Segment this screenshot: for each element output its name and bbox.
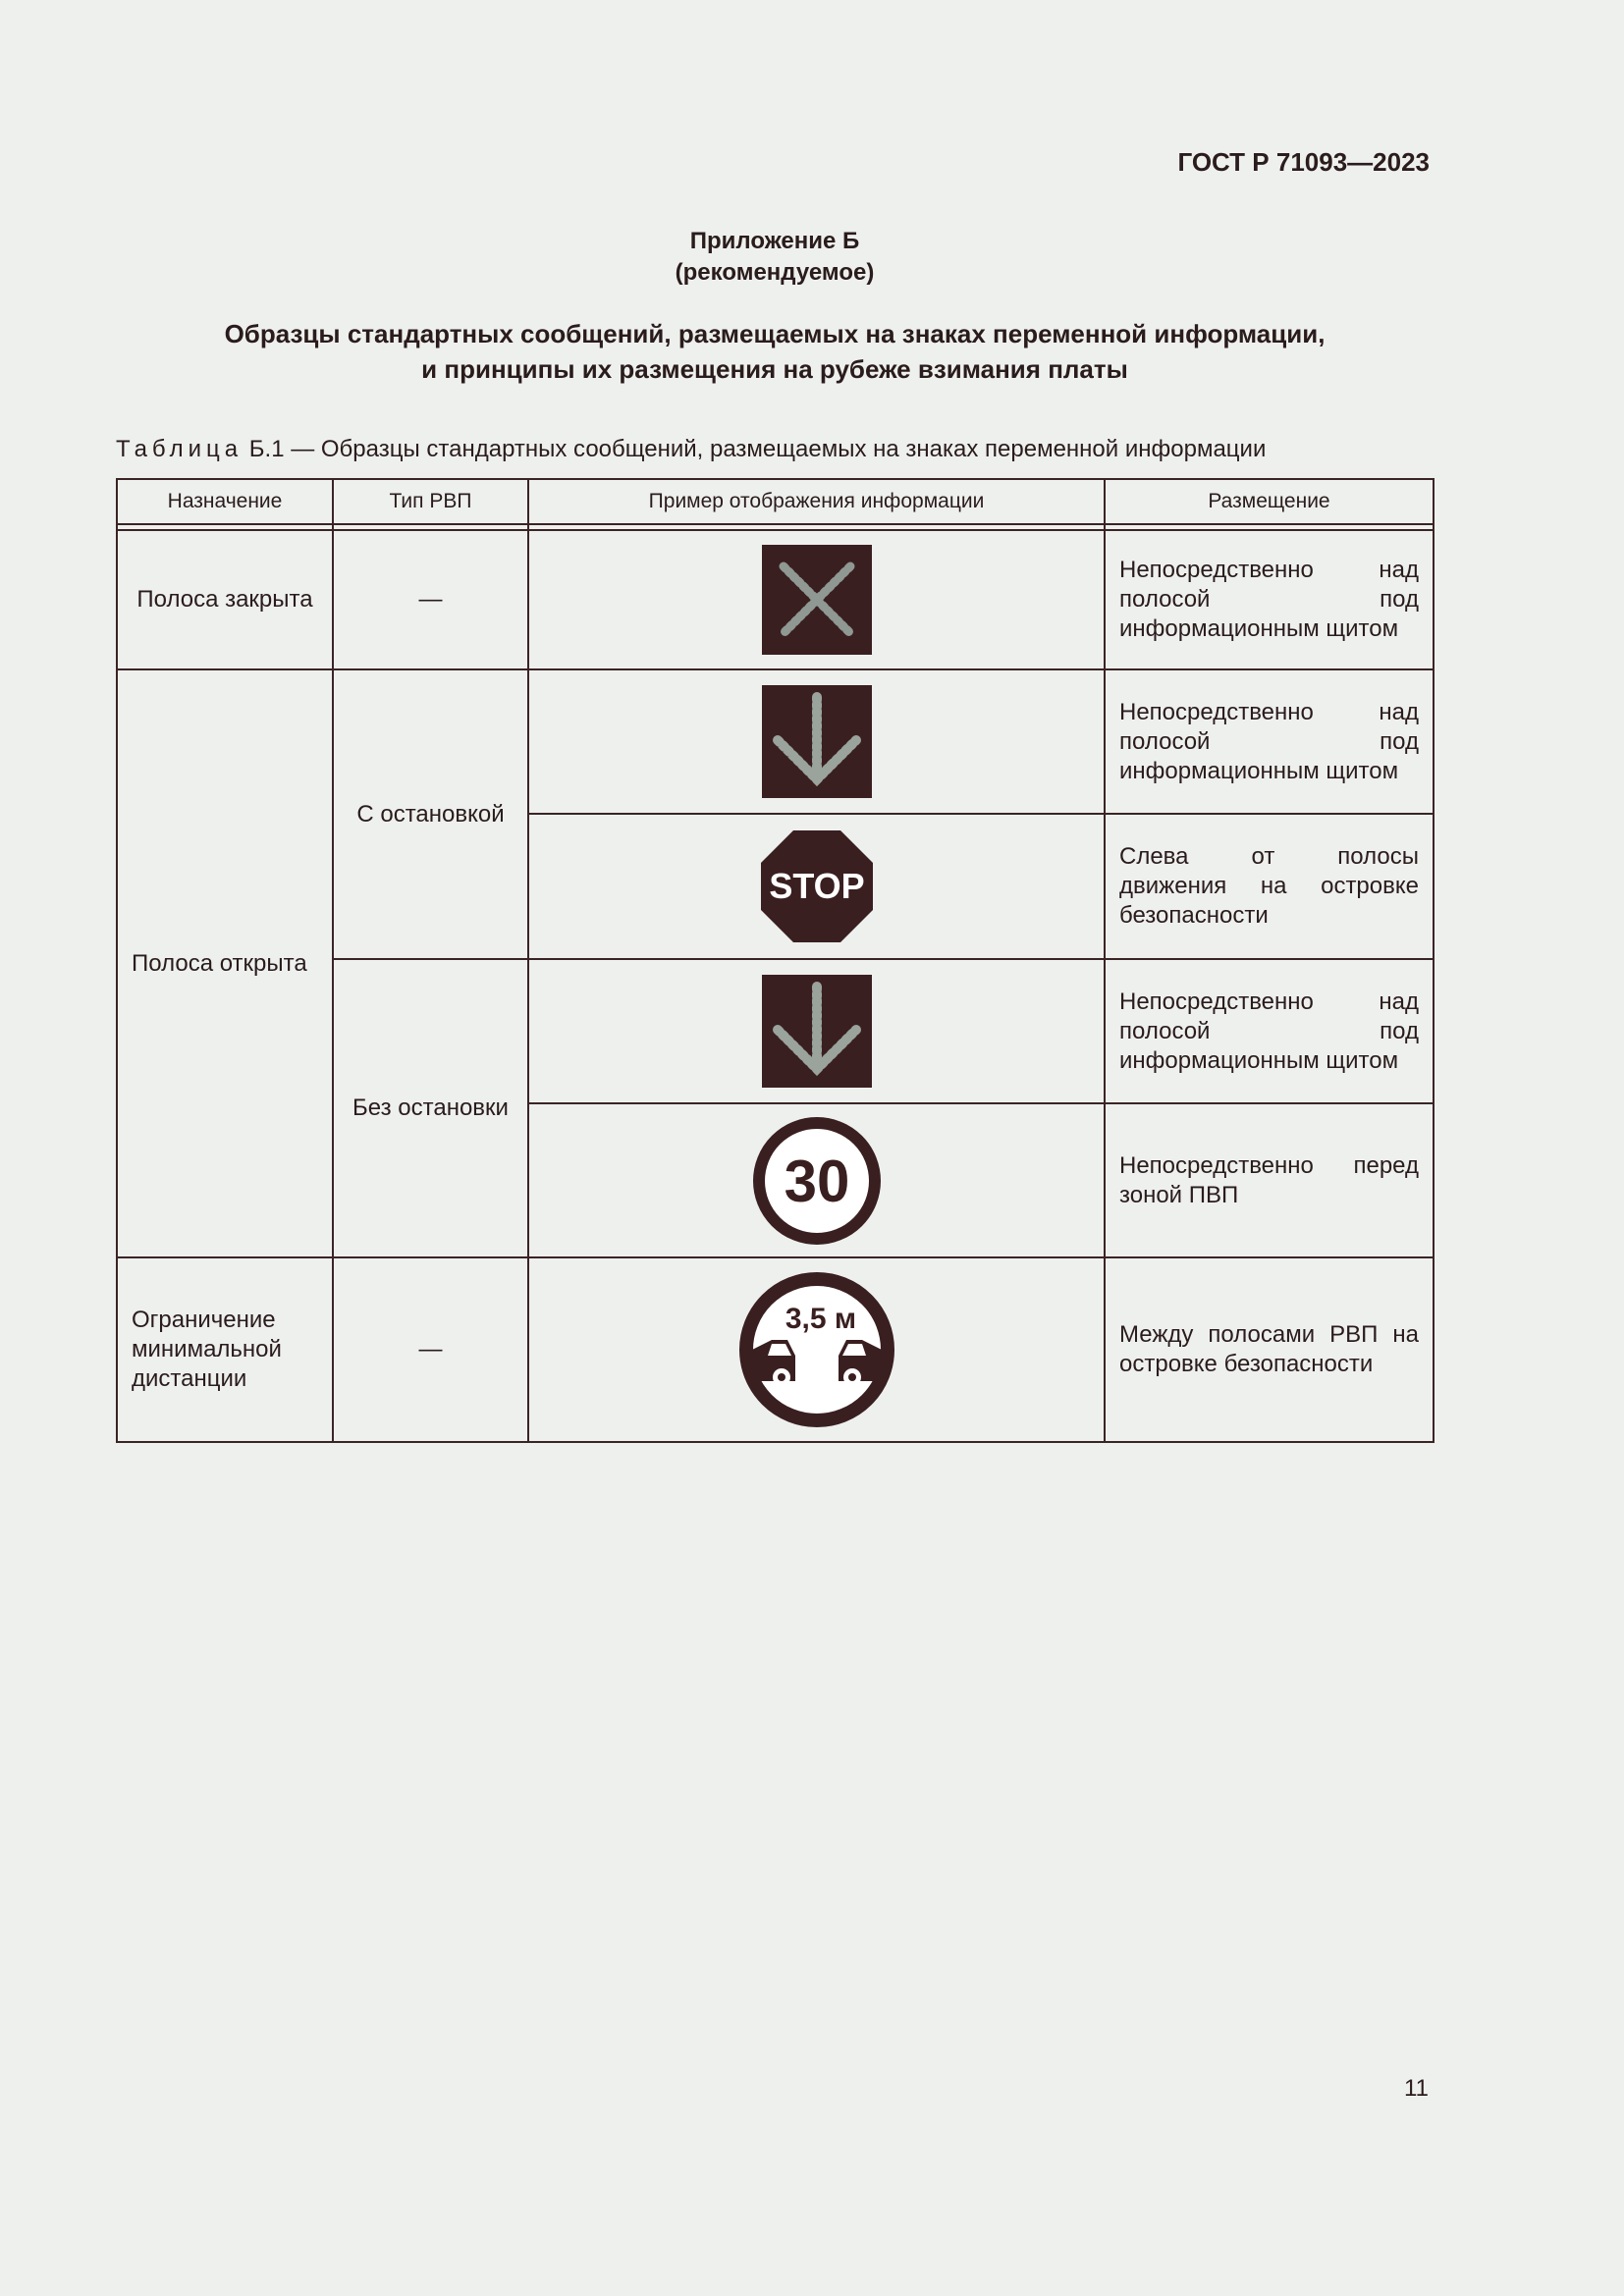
table-caption-text: Б.1 — Образцы стандартных сообщений, размещаемых на знаках переменной информации	[243, 436, 1267, 462]
cell-placement: Непосредственно над полосой под информационным щитом	[1105, 959, 1434, 1103]
cell-purpose: Полоса закрыта	[117, 530, 333, 669]
table-header-row	[117, 479, 1434, 524]
cell-type: —	[333, 1257, 528, 1442]
page-number: 11	[1404, 2075, 1429, 2102]
down-arrow-sign-icon	[762, 975, 872, 1088]
table-caption	[116, 436, 1266, 463]
cell-sign	[528, 1103, 1105, 1257]
signs-table	[116, 478, 1435, 1443]
stop-sign-text: STOP	[768, 866, 865, 906]
cell-type: С остановкой	[333, 669, 528, 959]
table-row	[117, 669, 1434, 814]
appendix-heading	[0, 226, 1549, 289]
lane-closed-x-sign-icon	[762, 545, 872, 655]
cell-placement: Непосредственно над полосой под информационным щитом	[1105, 530, 1434, 669]
cell-placement: Непосредственно перед зоной ПВП	[1105, 1103, 1434, 1257]
appendix-subtitle: (рекомендуемое)	[675, 259, 875, 286]
speed-limit-text: 30	[784, 1148, 849, 1214]
min-distance-sign-icon	[738, 1271, 895, 1428]
cell-sign	[528, 530, 1105, 669]
cell-purpose: Полоса открыта	[117, 669, 333, 1257]
cell-placement: Слева от полосы движения на островке безопасности	[1105, 814, 1434, 959]
cell-type: —	[333, 530, 528, 669]
cell-placement: Непосредственно над полосой под информационным щитом	[1105, 669, 1434, 814]
main-title-line-2: и принципы их размещения на рубеже взимания платы	[421, 354, 1128, 384]
cell-sign	[528, 669, 1105, 814]
main-title-line-1: Образцы стандартных сообщений, размещаемых на знаках переменной информации,	[224, 319, 1326, 348]
cell-sign	[528, 814, 1105, 959]
cell-sign	[528, 959, 1105, 1103]
column-header-example: Пример отображения информации	[528, 479, 1105, 524]
min-distance-text: 3,5 м	[785, 1303, 856, 1335]
cell-purpose: Ограничение минимальной дистанции	[117, 1257, 333, 1442]
table-caption-label: Таблица	[116, 436, 244, 462]
table-row	[117, 530, 1434, 669]
document-code: ГОСТ Р 71093—2023	[1177, 147, 1430, 177]
speed-limit-sign-icon	[753, 1117, 881, 1245]
appendix-title: Приложение Б	[689, 228, 860, 254]
cell-sign	[528, 1257, 1105, 1442]
stop-sign-icon	[759, 828, 875, 944]
cell-type: Без остановки	[333, 959, 528, 1257]
column-header-purpose: Назначение	[117, 479, 333, 524]
cell-placement: Между полосами РВП на островке безопасности	[1105, 1257, 1434, 1442]
column-header-type: Тип РВП	[333, 479, 528, 524]
column-header-placement: Размещение	[1105, 479, 1434, 524]
table-row	[117, 1257, 1434, 1442]
main-title	[0, 316, 1549, 387]
down-arrow-sign-icon	[762, 685, 872, 798]
